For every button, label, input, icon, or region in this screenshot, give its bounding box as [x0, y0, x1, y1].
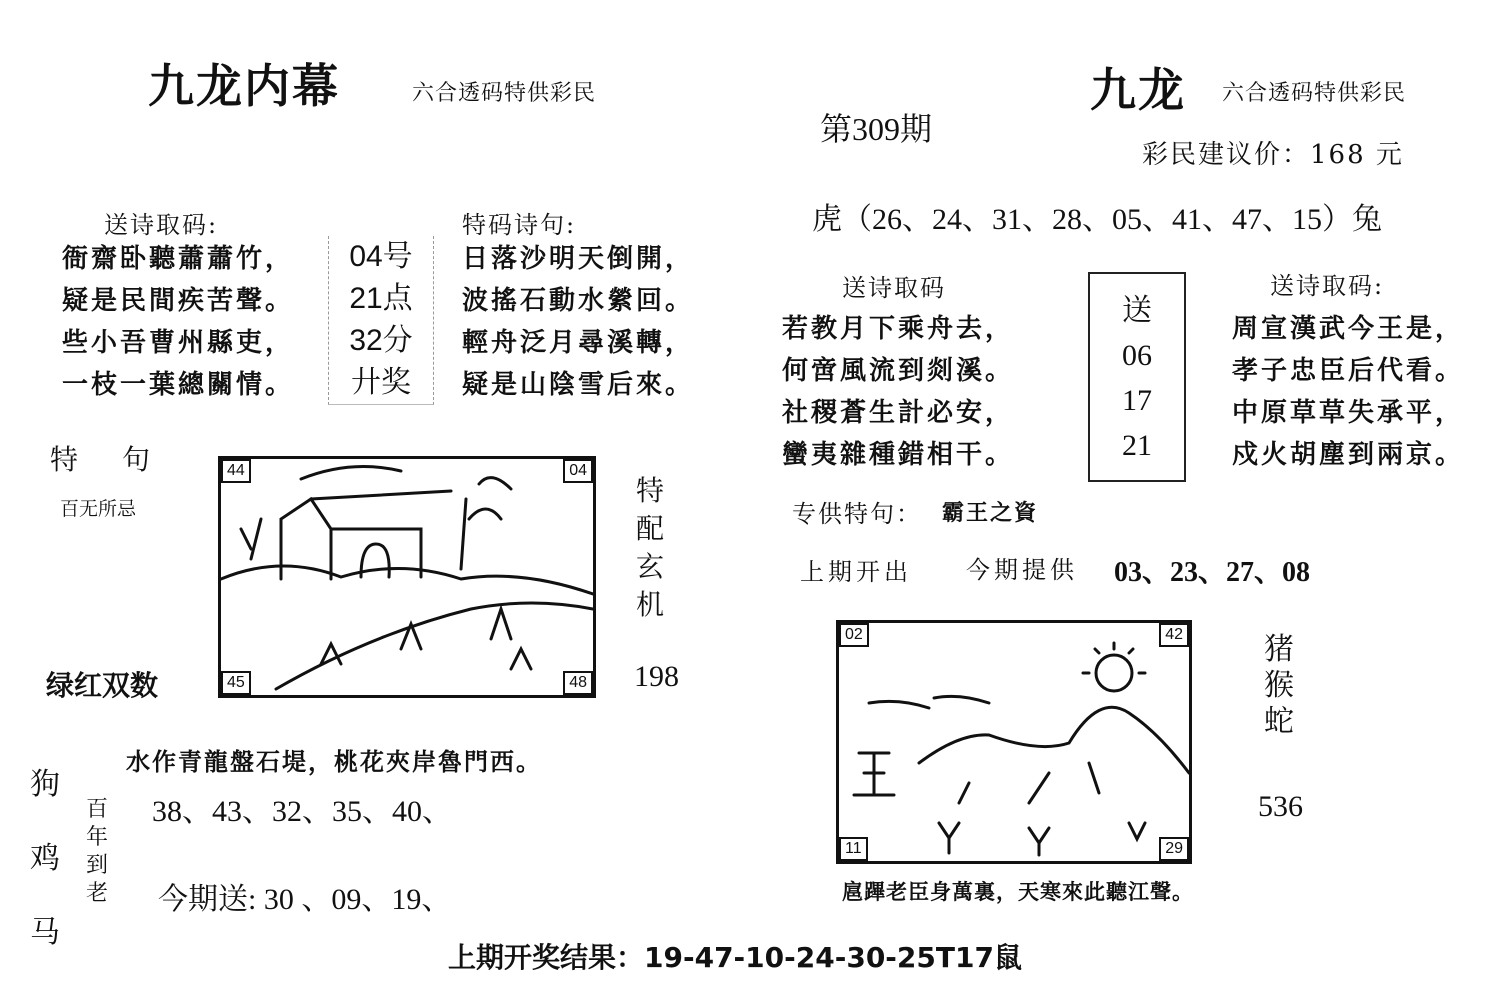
special-poem — [462, 238, 694, 406]
corner-bottom-left: 45 — [221, 671, 251, 695]
animal-char: 鸡 — [30, 841, 60, 876]
poem-line: 一枝一葉總關情。 — [62, 370, 295, 400]
left-subtitle: 六合透码特供彩民 — [412, 81, 597, 106]
corner-top-left: 02 — [839, 623, 869, 647]
vertical-char: 百 — [86, 797, 109, 822]
right-title: 九龙 — [1090, 63, 1186, 117]
jin-qi-numbers: 03、23、27、08 — [1114, 557, 1311, 588]
animal-char: 马 — [30, 915, 60, 950]
corner-bottom-right: 29 — [1159, 837, 1189, 861]
right-poem-header-a: 送诗取码 — [842, 274, 946, 302]
corner-top-right: 42 — [1159, 623, 1189, 647]
poem-line: 周宣漢武今王是， — [1232, 314, 1465, 344]
poem-line: 若教月下乘舟去， — [782, 314, 1015, 344]
poem-line: 何啻風流到剡溪。 — [782, 356, 1015, 386]
shang-qi-label: 上期开出 — [800, 558, 912, 586]
right-poem-a — [782, 308, 1014, 476]
corner-top-right: 04 — [563, 459, 593, 483]
jinqi-line: 今期送: 30 、09、19、 — [158, 883, 452, 916]
jin-qi-label: 今期提供 — [966, 556, 1078, 584]
sketch-drawing — [221, 459, 593, 695]
send-line: 21 — [1122, 429, 1152, 462]
animal-char: 狗 — [30, 767, 60, 802]
left-numbers-line: 38、43、32、35、40、 — [152, 795, 452, 828]
poem-line: 衙齋卧聽蕭蕭竹， — [62, 244, 295, 274]
right-poem-b — [1232, 308, 1464, 476]
poem-line: 戍火胡塵到兩京。 — [1232, 440, 1465, 470]
poem-line: 些小吾曹州縣吏， — [62, 328, 295, 358]
sketch-drawing — [839, 623, 1189, 861]
left-poem — [62, 238, 294, 406]
poem-line: 蠻夷雜種錯相干。 — [782, 440, 1015, 470]
left-title: 九龙内幕 — [148, 59, 340, 113]
poem-line: 中原草草失承平， — [1232, 398, 1465, 428]
poem-line: 輕舟泛月尋溪轉， — [462, 328, 695, 358]
corner-top-left: 44 — [221, 459, 251, 483]
poem-line: 社稷蒼生計必安， — [782, 398, 1015, 428]
zhuan-gong-label: 专供特句： — [792, 500, 922, 528]
poem-line: 疑是山陰雪后來。 — [462, 370, 695, 400]
code-line: 04号 — [349, 240, 413, 273]
bai-wu-label: 百无所忌 — [60, 498, 137, 520]
code-line: 32分 — [349, 324, 413, 357]
poem-line: 孝子忠臣后代看。 — [1232, 356, 1465, 386]
vertical-char: 配 — [636, 512, 665, 545]
send-box — [1088, 272, 1186, 482]
send-line: 06 — [1122, 339, 1152, 372]
code-line: 21点 — [349, 282, 413, 315]
left-side-number: 198 — [634, 660, 679, 693]
right-verse: 扈蹕老臣身萬裏，天寒來此聽江聲。 — [842, 879, 1194, 904]
corner-bottom-right: 48 — [563, 671, 593, 695]
poem-line: 日落沙明天倒開， — [462, 244, 695, 274]
right-subtitle: 六合透码特供彩民 — [1222, 81, 1407, 106]
vertical-char: 老 — [86, 881, 109, 906]
poem-line: 波搖石動水縈回。 — [462, 286, 695, 316]
left-puzzle-picture — [218, 456, 596, 698]
right-puzzle-picture — [836, 620, 1192, 864]
code-line: 廾奖 — [351, 366, 411, 399]
issue-number: 第309期 — [820, 111, 933, 147]
right-animals-vertical — [1264, 632, 1294, 740]
left-code-box — [328, 236, 434, 405]
vertical-char: 特 — [636, 474, 665, 507]
tiger-rabbit-line: 虎（26、24、31、28、05、41、47、15）兔 — [812, 203, 1382, 236]
left-side-vertical — [636, 472, 664, 624]
animal-char: 猴 — [1264, 668, 1294, 703]
right-poem-header-b: 送诗取码: — [1270, 272, 1385, 300]
vertical-char: 年 — [86, 825, 109, 850]
corner-bottom-left: 11 — [839, 837, 868, 861]
poem-line: 疑是民間疾苦聲。 — [62, 286, 295, 316]
vertical-char: 玄 — [636, 550, 665, 583]
send-line: 送 — [1122, 294, 1152, 327]
te-ju-label: 特 句 — [50, 443, 159, 476]
left-animals-vertical — [30, 748, 60, 970]
right-side-number: 536 — [1258, 790, 1303, 823]
left-verse: 水作青龍盤石堤，桃花夾岸魯門西。 — [126, 747, 542, 776]
vertical-char: 机 — [636, 588, 665, 621]
animal-char: 蛇 — [1264, 704, 1294, 739]
send-line: 17 — [1122, 384, 1152, 417]
price-label: 彩民建议价：168 元 — [1142, 140, 1404, 170]
vertical-char: 到 — [86, 853, 109, 878]
animal-char: 猪 — [1264, 632, 1294, 667]
bainian-vertical — [86, 796, 108, 908]
left-poem-header: 送诗取码: — [104, 211, 219, 239]
last-draw-result: 上期开奖结果：19-47-10-24-30-25T17鼠 — [448, 941, 1022, 974]
zhuan-gong-value: 霸王之資 — [942, 500, 1039, 526]
lv-hong-label: 绿红双数 — [46, 669, 159, 702]
special-poem-header: 特码诗句: — [462, 211, 577, 239]
